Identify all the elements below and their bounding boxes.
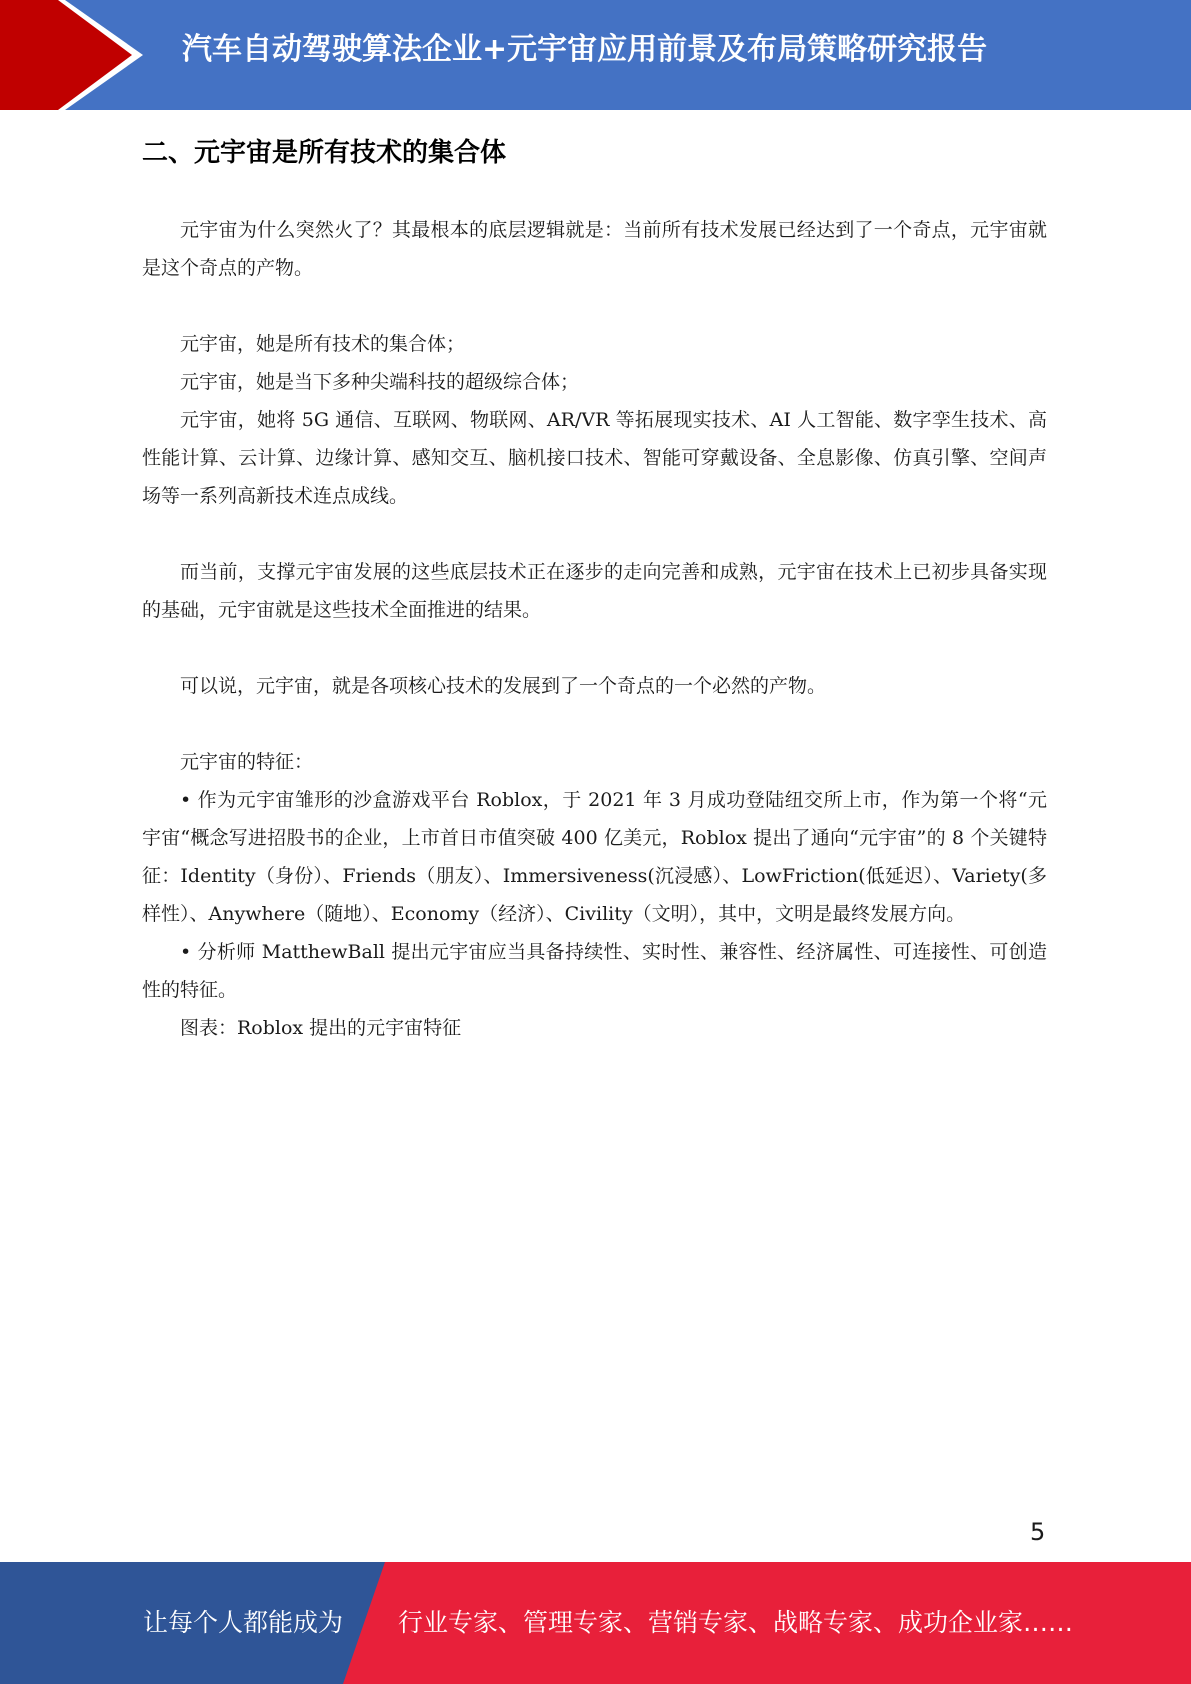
footer-slogan-left: 让每个人都能成为 — [143, 1608, 344, 1637]
paragraph-conclusion: 可以说，元宇宙，就是各项核心技术的发展到了一个奇点的一个必然的产物。 — [180, 675, 827, 697]
bullet-matthewball: • 分析师 MatthewBall 提出元宇宙应当具备持续性、实时性、兼容性、经济属性、可连接性、可创造性的特征。 — [142, 941, 1047, 1001]
paragraph-intro: 元宇宙为什么突然火了？其最根本的底层逻辑就是：当前所有技术发展已经达到了一个奇点，元宇宙就是这个奇点的产物。 — [142, 219, 1047, 279]
paragraph-technologies: 元宇宙，她将 5G 通信、互联网、物联网、AR/VR 等拓展现实技术、AI 人工智能、数字孪生技术、高性能计算、云计算、边缘计算、感知交互、脑机接口技术、智能可穿戴设备、全息影像、仿真引擎、空间声场等一系列高新技术连点成线。 — [142, 409, 1047, 507]
bullet-roblox: • 作为元宇宙雏形的沙盒游戏平台 Roblox，于 2021 年 3 月成功登陆纽交所上市，作为第一个将“元宇宙“概念写进招股书的企业，上市首日市值突破 400 亿美元，Roblox 提出了通向“元宇宙”的 8 个关键特征：Identity（身份）、Friends（朋友）、Immersiveness(沉浸感）、LowFriction(低延迟）、Variety(多样性）、Anywhere（随地）、Economy（经济）、Civility（文明），其中，文明是最终发展方向。 — [142, 789, 1047, 925]
paragraph-maturity: 而当前，支撑元宇宙发展的这些底层技术正在逐步的走向完善和成熟，元宇宙在技术上已初步具备实现的基础，元宇宙就是这些技术全面推进的结果。 — [142, 561, 1047, 621]
paragraph-super-complex: 元宇宙，她是当下多种尖端科技的超级综合体； — [180, 371, 580, 393]
red-chevron-logo — [0, 0, 150, 110]
section-heading: 二、元宇宙是所有技术的集合体 — [142, 138, 507, 168]
paragraph-features-label: 元宇宙的特征： — [180, 751, 314, 773]
body-text — [142, 211, 1047, 1047]
footer-slogan-right: 行业专家、管理专家、营销专家、战略专家、成功企业家…… — [398, 1608, 1074, 1637]
paragraph-collection: 元宇宙，她是所有技术的集合体； — [180, 333, 466, 355]
figure-caption: 图表：Roblox 提出的元宇宙特征 — [180, 1017, 462, 1039]
header-banner — [0, 0, 1191, 110]
page-number: 5 — [1030, 1518, 1046, 1546]
footer-banner — [0, 1562, 1191, 1684]
report-title: 汽车自动驾驶算法企业+元宇宙应用前景及布局策略研究报告 — [182, 32, 988, 67]
